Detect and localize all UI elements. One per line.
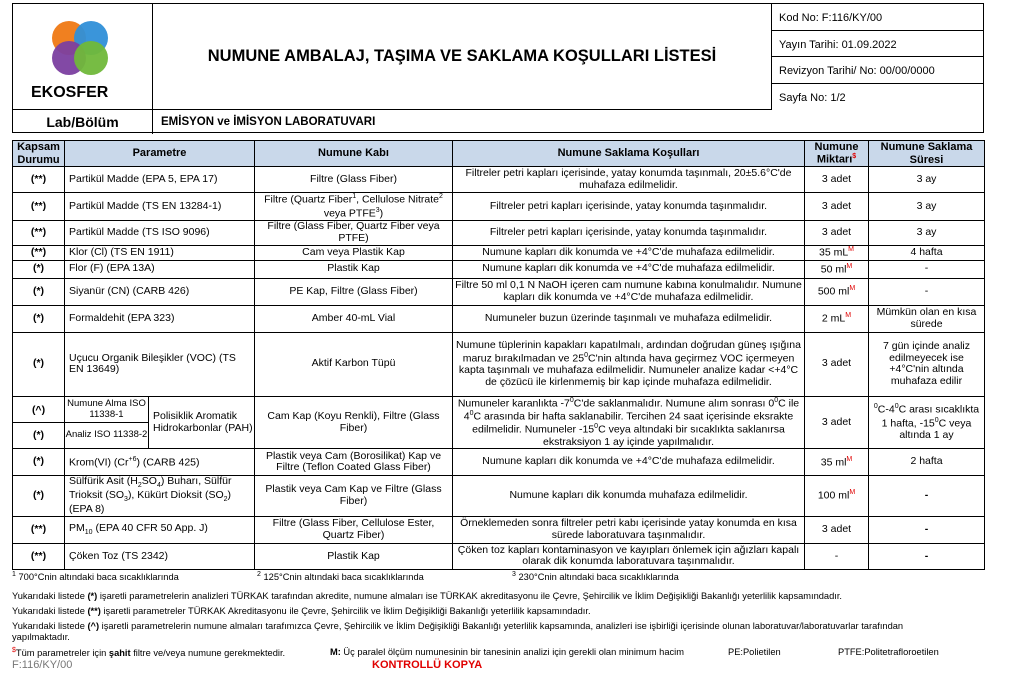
note-pe: PE:Polietilen (728, 647, 781, 657)
controlled-copy-stamp: KONTROLLÜ KOPYA (372, 659, 483, 671)
note-m-definition: M: Üç paralel ölçüm numunesinin bir tanesinin analizi için gerekli olan minimum hacim (330, 647, 684, 657)
table-row: (*) Sülfürik Asit $(H_2SO_4)$ Buharı, Sülfür Trioksit $(SO_3)$, Kükürt Dioksit $(SO_2)$ (EPA 8) Plastik veya Cam Kap ve Filtre (Glass Fiber) Numune kapları dik konumda muhafaza edilmelidir. 100 $ml^M$ - (13, 476, 985, 517)
footer-code: F:116/KY/00 (12, 659, 73, 671)
table-row: (**) Çöken Toz (TS 2342) Plastik Kap Çöken toz kapları kontaminasyon ve kayıpları önlemek için ağızları kapalı olarak dik konumda laboratuvara taşınmalıdır. - - (13, 543, 985, 569)
col-container: Numune Kabı (255, 141, 453, 167)
note-line-3b: yapılmaktadır. (12, 632, 70, 642)
page-number: Sayfa No: 1/2 (779, 91, 846, 104)
footnote-3: $^3$ 230°Cnin altındaki baca sıcaklıklarında (512, 571, 679, 583)
footnote-2: $^2$ 125°Cnin altındaki baca sıcaklıklarında (257, 571, 424, 583)
table-row: (*) Formaldehit (EPA 323) Amber 40-mL Vial Numuneler buzun üzerinde taşınmalı ve muhafaza edilmelidir. 2 $mL^M$ Mümkün olan en kısa sürede (13, 305, 985, 332)
table-row: (**) $PM_{10}$ (EPA 40 CFR 50 App. J) Filtre (Glass Fiber, Cellulose Ester, Quartz Fiber) Örneklemeden sonra filtreler petri kabı içerisinde yatay konumda en kısa sürede laboratuvara taşınmalıdır. 3 adet - (13, 516, 985, 543)
table-row: (*) Siyanür (CN) (CARB 426) PE Kap, Filtre (Glass Fiber) Filtre 50 ml 0,1 N NaOH içeren cam numune kabına konulmalıdır. Numune kapları dik konumda ve +4°C'de muhafaza edilmelidir. 500 $ml^M$ - (13, 278, 985, 305)
table-row: (**) Partikül Madde (TS ISO 9096) Filtre (Glass Fiber, Quartz Fiber veya PTFE) Filtreler petri kapları içerisinde, yatay konumda taşınmalıdır. 3 adet 3 ay (13, 220, 985, 245)
col-period: Numune Saklama Süresi (869, 141, 985, 167)
conditions-table (12, 140, 985, 570)
doc-meta (771, 4, 983, 110)
publish-date: Yayın Tarihi: 01.09.2022 (772, 31, 983, 58)
table-header (13, 141, 985, 167)
doc-code: Kod No: F:116/KY/00 (772, 4, 983, 31)
document-page (12, 3, 984, 675)
lab-label: Lab/Bölüm (13, 110, 153, 134)
col-scope: Kapsam Durumu (13, 141, 65, 167)
table-row: (**) Klor (Cl) (TS EN 1911) Cam veya Plastik Kap Numune kapları dik konumda ve +4°C'de muhafaza edilmelidir. 35 $mL^M$ 4 hafta (13, 245, 985, 260)
company-logo (13, 4, 153, 110)
table-row: (*) Flor (F) (EPA 13A) Plastik Kap Numune kapları dik konumda ve +4°C'de muhafaza edilmelidir. 50 $ml^M$ - (13, 260, 985, 278)
header-block (12, 3, 984, 133)
page-title: NUMUNE AMBALAJ, TAŞIMA VE SAKLAMA KOŞULLARI LİSTESİ (153, 4, 771, 110)
col-amount: Numune Miktarı$ (805, 141, 869, 167)
revision-date: Revizyon Tarihi/ No: 00/00/0000 (772, 57, 983, 84)
note-ptfe: PTFE:Politetrafloroetilen (838, 647, 939, 657)
table-row: (*) Krom(VI) $(Cr^{+6})$ (CARB 425) Plastik veya Cam (Borosilikat) Kap ve Filtre (Teflon Coated Glass Fiber) Numune kapları dik konumda ve +4°C'de muhafaza edilmelidir. 35 $ml^M$ 2 hafta (13, 449, 985, 476)
table-row: (**) Partikül Madde (EPA 5, EPA 17) Filtre (Glass Fiber) Filtreler petri kapları içerisinde, yatay konumda taşınmalı, 20±5.6°C'de muhafaza edilmelidir. 3 adet 3 ay (13, 167, 985, 193)
note-line-3: Yukarıdaki listede (^) işaretli parametrelerin numune almaları tarafımızca Çevre, Şehircilik ve İklim Değişikliği Bakanlığı yeterlilik kapsamında, analizleri ise işbirliği içerisinde olunan laboratuvar/laboratuvarlar tarafından (12, 621, 904, 631)
note-line-1: Yukarıdaki listede (*) işaretli parametrelerin analizleri TÜRKAK tarafından akredite, numune almaları ise TÜRKAK akreditasyonu ile Çevre, Şehircilik ve İklim Değişikliği Bakanlığı yeterlilik kapsamındadır. (12, 591, 843, 601)
note-line-4: $Tüm parametreler için şahit filtre ve/veya numune gerekmektedir. (12, 647, 286, 659)
footnote-1: $^1$ 700°Cnin altındaki baca sıcaklıklarında (12, 571, 179, 583)
table-row: (*) Uçucu Organik Bileşikler (VOC) (TS EN 13649) Aktif Karbon Tüpü Numune tüplerinin kapakları kapatılmalı, ardından doğrudan güneş ışığına maruz bırakılmadan ve $25^0C'nin$ altında hava geçirmez VOC içermeyen kapta taşınmalı ve muhafaza edilmelidir. Numuneler analize kadar <+4°C de çözücü ile kirlenmemiş bir kap içinde muhafaza edilmelidir. 3 adet 7 gün içinde analiz edilmeyecek ise +4°C'nin altında muhafaza edilir (13, 332, 985, 396)
note-line-2: Yukarıdaki listede (**) işaretli parametreler TÜRKAK Akreditasyonu ile Çevre, Şehircilik ve İklim Değişikliği Bakanlığı yeterlilik kapsamındadır. (12, 606, 591, 616)
company-name: EKOSFER (31, 84, 109, 101)
table-row: (**) Partikül Madde (TS EN 13284-1) Filtre (Quartz Fiber$^1$, Cellulose Nitrate$^2$ veya PTFE$^3$) Filtreler petri kapları içerisinde, yatay konumda taşınmalıdır. 3 adet 3 ay (13, 193, 985, 221)
logo-circles-icon (13, 4, 153, 84)
col-param: Parametre (65, 141, 255, 167)
col-conditions: Numune Saklama Koşulları (453, 141, 805, 167)
table-row: (^) (*) Numune Alma ISO 11338-1 Analiz ISO 11338-2 Polisiklik Aromatik Hidrokarbonlar (PAH) Cam Kap (Koyu Renkli), Filtre (Glass Fiber) Numuneler karanlıkta $-7^0C'de$ saklanmalıdır. Numune alım sonrası $0^0C$ ile $4^0C$ arasında bir hafta saklanabilir. Tercihen 24 saat içerisinde eksrakte edilmelidir. Numuneler $-15^0C$ veya altındaki bir sıcaklıkta saklanırsa ekstraksiyon 1 ay içinde yapılmalıdır. 3 adet $^0C-4^0C$ arası sıcaklıkta 1 hafta, $-15^0C$ veya altında 1 ay (13, 396, 985, 449)
lab-value: EMİSYON ve İMİSYON LABORATUVARI (161, 116, 376, 128)
